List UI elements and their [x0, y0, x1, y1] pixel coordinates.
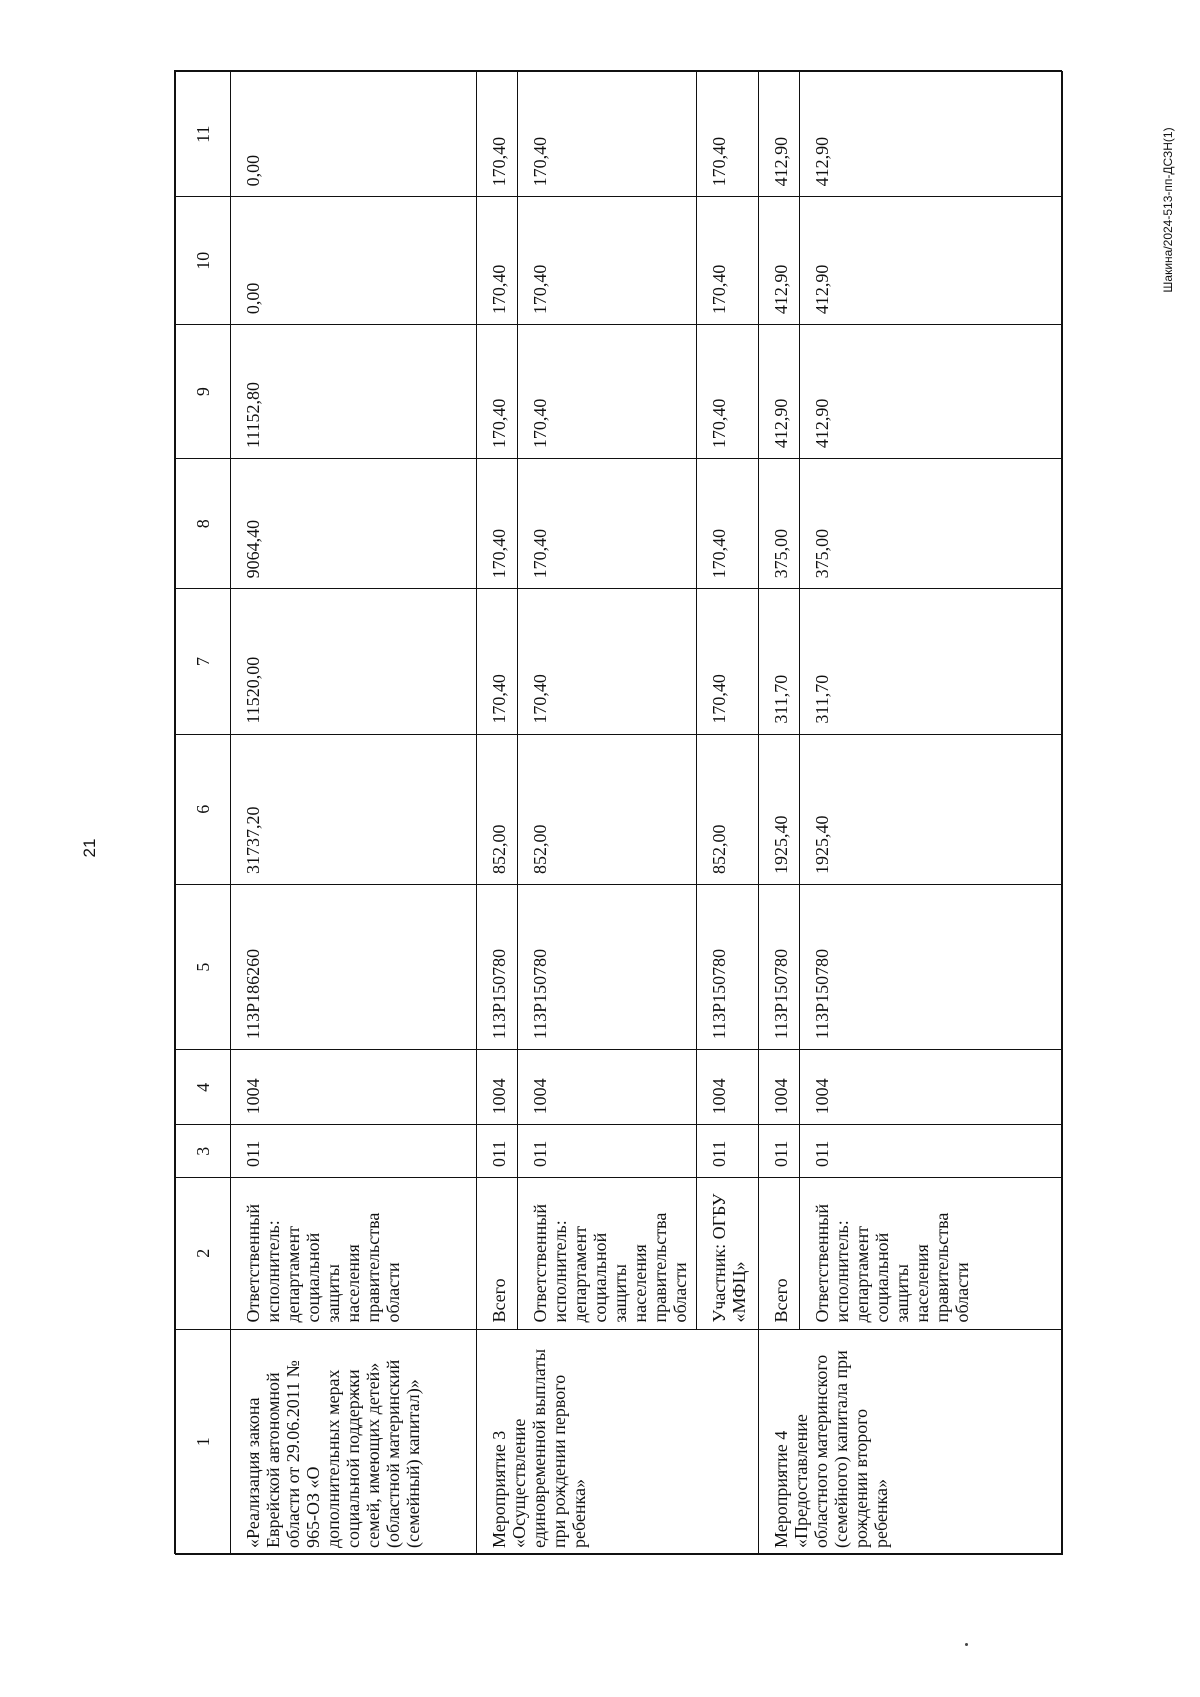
amount-cell: 11152,80	[231, 325, 477, 459]
executor-cell: Ответственный исполнитель: департамент социальной защиты населения правительства области	[231, 1178, 477, 1330]
section-cell: 1004	[231, 1050, 477, 1125]
amount-cell: 412,90	[759, 325, 800, 459]
program-name-cell: Мероприятие 4 «Предоставление областного материнского (семейного) капитала при рождении второго ребенка»	[759, 1329, 1063, 1554]
code-cell: 011	[800, 1125, 1063, 1178]
amount-cell: 170,40	[518, 459, 697, 589]
code-cell: 011	[477, 1125, 518, 1178]
amount-cell: 375,00	[800, 459, 1063, 589]
section-cell: 1004	[518, 1050, 697, 1125]
scan-speck	[965, 1643, 968, 1646]
section-cell: 1004	[697, 1050, 759, 1125]
document-code: Шакина/2024-513-пп-ДСЗН(1)	[1161, 127, 1175, 293]
header-cell: 2	[176, 1178, 231, 1330]
executor-cell: Ответственный исполнитель: департамент социальной защиты населения правительства области	[800, 1178, 1063, 1330]
amount-cell: 311,70	[759, 589, 800, 734]
amount-cell: 170,40	[477, 589, 518, 734]
target-article-cell: 113Р150780	[518, 884, 697, 1049]
amount-cell: 170,40	[518, 197, 697, 325]
total-amount-cell: 852,00	[518, 734, 697, 884]
header-cell: 6	[176, 734, 231, 884]
header-cell: 11	[176, 72, 231, 197]
amount-cell: 0,00	[231, 72, 477, 197]
amount-cell: 170,40	[697, 325, 759, 459]
amount-cell: 0,00	[231, 197, 477, 325]
amount-cell: 170,40	[477, 325, 518, 459]
amount-cell: 412,90	[759, 197, 800, 325]
amount-cell: 412,90	[800, 72, 1063, 197]
rotated-table-content	[175, 71, 1063, 1555]
table-row	[231, 72, 477, 1555]
table-row	[477, 72, 518, 1555]
target-article-cell: 113Р186260	[231, 884, 477, 1049]
target-article-cell: 113Р150780	[800, 884, 1063, 1049]
amount-cell: 375,00	[759, 459, 800, 589]
executor-cell: Всего	[759, 1178, 800, 1330]
total-amount-cell: 1925,40	[759, 734, 800, 884]
table-row	[759, 72, 800, 1555]
header-cell: 9	[176, 325, 231, 459]
amount-cell: 170,40	[477, 72, 518, 197]
amount-cell: 311,70	[800, 589, 1063, 734]
program-name-cell: Мероприятие 3 «Осуществление единовременной выплаты при рождении первого ребенка»	[477, 1329, 759, 1554]
amount-cell: 170,40	[697, 589, 759, 734]
rotated-table-frame	[174, 70, 1062, 1554]
code-cell: 011	[697, 1125, 759, 1178]
header-cell: 8	[176, 459, 231, 589]
header-cell: 10	[176, 197, 231, 325]
amount-cell: 170,40	[518, 589, 697, 734]
header-cell: 1	[176, 1329, 231, 1554]
code-cell: 011	[759, 1125, 800, 1178]
code-cell: 011	[231, 1125, 477, 1178]
program-name-cell: «Реализация закона Еврейской автономной области от 29.06.2011 № 965-ОЗ «О дополнительных мерах социальной поддержки семей, имеющих детей» (областной материнский (семейный) капитал)»	[231, 1329, 477, 1554]
amount-cell: 412,90	[759, 72, 800, 197]
executor-cell: Ответственный исполнитель: департамент социальной защиты населения правительства области	[518, 1178, 697, 1330]
page-number: 21	[80, 838, 99, 858]
amount-cell: 170,40	[477, 197, 518, 325]
budget-table	[175, 71, 1063, 1555]
amount-cell: 11520,00	[231, 589, 477, 734]
amount-cell: 170,40	[518, 72, 697, 197]
target-article-cell: 113Р150780	[697, 884, 759, 1049]
amount-cell: 170,40	[697, 459, 759, 589]
section-cell: 1004	[759, 1050, 800, 1125]
header-row	[176, 72, 231, 1555]
target-article-cell: 113Р150780	[477, 884, 518, 1049]
amount-cell: 412,90	[800, 197, 1063, 325]
amount-cell: 170,40	[697, 72, 759, 197]
header-cell: 4	[176, 1050, 231, 1125]
total-amount-cell: 852,00	[477, 734, 518, 884]
code-cell: 011	[518, 1125, 697, 1178]
amount-cell: 412,90	[800, 325, 1063, 459]
executor-cell: Участник: ОГБУ «МФЦ»	[697, 1178, 759, 1330]
header-cell: 5	[176, 884, 231, 1049]
total-amount-cell: 852,00	[697, 734, 759, 884]
amount-cell: 9064,40	[231, 459, 477, 589]
section-cell: 1004	[477, 1050, 518, 1125]
total-amount-cell: 31737,20	[231, 734, 477, 884]
amount-cell: 170,40	[518, 325, 697, 459]
target-article-cell: 113Р150780	[759, 884, 800, 1049]
amount-cell: 170,40	[697, 197, 759, 325]
amount-cell: 170,40	[477, 459, 518, 589]
section-cell: 1004	[800, 1050, 1063, 1125]
header-cell: 3	[176, 1125, 231, 1178]
total-amount-cell: 1925,40	[800, 734, 1063, 884]
executor-cell: Всего	[477, 1178, 518, 1330]
header-cell: 7	[176, 589, 231, 734]
